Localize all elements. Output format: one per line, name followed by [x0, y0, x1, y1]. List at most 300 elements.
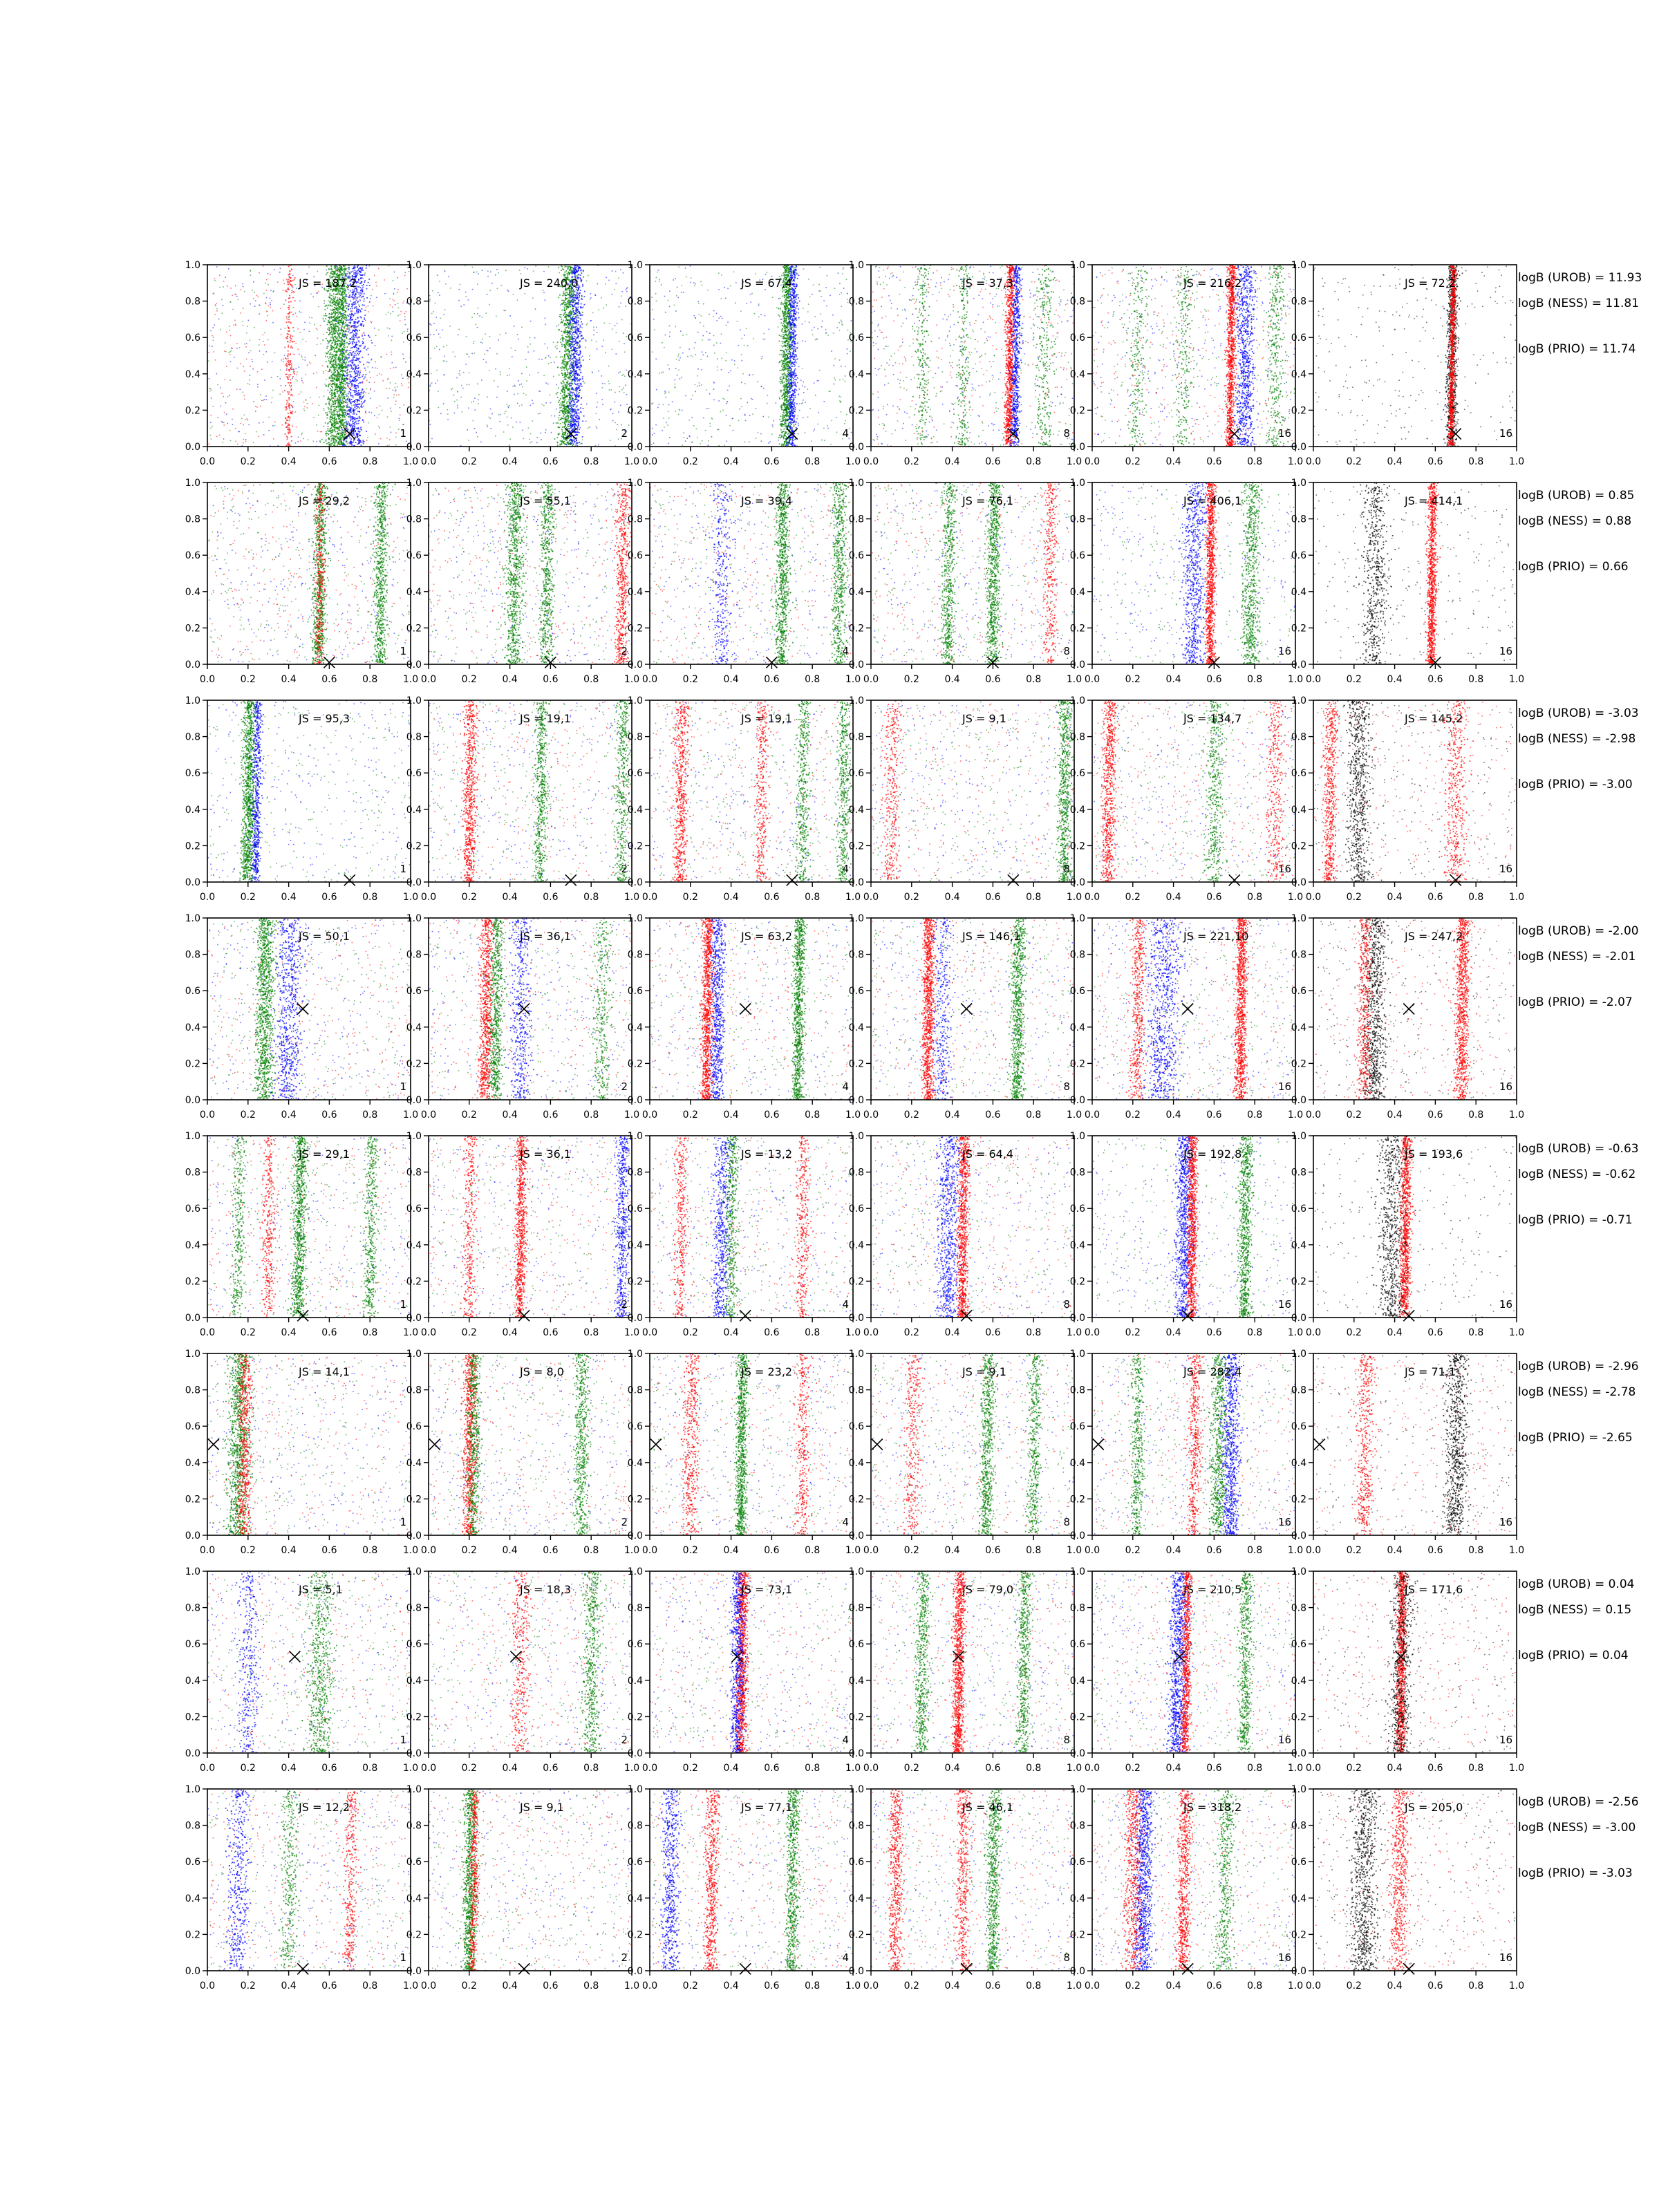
- scatter-point: [357, 297, 358, 298]
- scatter-point: [243, 286, 244, 288]
- scatter-point: [332, 320, 333, 321]
- scatter-point: [616, 283, 617, 285]
- scatter-point: [350, 407, 351, 409]
- scatter-point: [350, 347, 352, 348]
- scatter-point: [332, 298, 334, 299]
- scatter-point: [299, 366, 300, 368]
- scatter-point: [565, 388, 567, 389]
- scatter-point: [562, 339, 563, 341]
- scatter-point: [601, 387, 603, 388]
- scatter-point: [332, 324, 334, 325]
- scatter-point: [348, 406, 350, 408]
- scatter-point: [511, 418, 512, 419]
- scatter-point: [615, 402, 616, 403]
- scatter-point: [215, 314, 216, 315]
- scatter-point: [397, 386, 398, 388]
- scatter-point: [478, 394, 480, 395]
- scatter-point: [517, 299, 518, 301]
- scatter-point: [439, 281, 440, 282]
- scatter-point: [317, 344, 318, 345]
- scatter-point: [339, 418, 340, 420]
- scatter-point: [562, 402, 563, 404]
- scatter-point: [617, 323, 618, 324]
- scatter-point: [325, 413, 326, 414]
- scatter-point: [268, 273, 269, 274]
- scatter-point: [341, 367, 342, 368]
- scatter-point: [230, 361, 232, 362]
- scatter-point: [586, 281, 588, 282]
- scatter-point: [341, 362, 342, 364]
- scatter-point: [584, 382, 585, 384]
- scatter-point: [477, 436, 478, 438]
- scatter-point: [599, 419, 600, 420]
- scatter-point: [336, 320, 337, 321]
- scatter-point: [572, 324, 574, 325]
- scatter-point: [539, 413, 541, 414]
- scatter-point: [307, 364, 308, 366]
- scatter-point: [565, 270, 567, 272]
- scatter-point: [341, 355, 342, 356]
- scatter-point: [404, 331, 405, 332]
- scatter-point: [225, 276, 226, 278]
- scatter-point: [287, 429, 288, 430]
- scatter-point: [348, 305, 349, 306]
- scatter-point: [340, 401, 341, 402]
- scatter-point: [516, 422, 518, 423]
- scatter-point: [340, 351, 341, 353]
- scatter-point: [432, 290, 433, 292]
- scatter-point: [354, 390, 355, 391]
- scatter-point: [292, 341, 293, 342]
- scatter-point: [294, 341, 295, 342]
- scatter-point: [524, 268, 525, 269]
- scatter-point: [347, 369, 348, 371]
- scatter-point: [342, 298, 344, 299]
- scatter-point: [334, 422, 335, 423]
- scatter-point: [286, 374, 288, 375]
- scatter-point: [397, 292, 399, 293]
- scatter-point: [615, 271, 617, 272]
- scatter-point: [343, 373, 344, 375]
- scatter-point: [565, 274, 566, 276]
- scatter-point: [620, 303, 621, 304]
- scatter-point: [337, 391, 338, 393]
- scatter-point: [324, 315, 326, 317]
- scatter-point: [217, 384, 218, 386]
- scatter-point: [337, 312, 339, 314]
- scatter-point: [359, 372, 361, 373]
- scatter-point: [329, 371, 330, 372]
- scatter-point: [331, 343, 332, 344]
- scatter-point: [566, 369, 568, 371]
- scatter-point: [360, 406, 362, 408]
- scatter-point: [490, 272, 491, 273]
- scatter-point: [366, 380, 368, 382]
- scatter-point: [286, 436, 288, 438]
- scatter-point: [495, 435, 496, 437]
- scatter-point: [561, 346, 563, 347]
- scatter-point: [565, 328, 566, 330]
- scatter-point: [567, 330, 568, 332]
- scatter-point: [539, 391, 541, 393]
- scatter-point: [565, 415, 567, 417]
- scatter-point: [340, 420, 341, 422]
- scatter-point: [291, 365, 292, 366]
- scatter-point: [330, 298, 332, 299]
- scatter-point: [377, 375, 378, 376]
- scatter-point: [406, 331, 408, 332]
- scatter-point: [337, 423, 339, 424]
- scatter-point: [334, 299, 335, 300]
- scatter-point: [329, 418, 330, 420]
- scatter-point: [391, 340, 393, 341]
- scatter-point: [280, 378, 281, 379]
- scatter-point: [566, 402, 568, 404]
- scatter-point: [561, 429, 563, 430]
- scatter-point: [297, 380, 298, 382]
- scatter-point: [347, 399, 348, 400]
- scatter-point: [291, 292, 292, 293]
- scatter-point: [341, 321, 342, 323]
- scatter-point: [361, 404, 362, 406]
- scatter-point: [589, 427, 590, 428]
- scatter-point: [358, 326, 359, 327]
- scatter-point: [330, 394, 332, 395]
- scatter-point: [562, 388, 563, 390]
- scatter-point: [340, 387, 341, 388]
- scatter-point: [481, 379, 482, 381]
- scatter-point: [562, 375, 563, 376]
- scatter-point: [335, 290, 336, 291]
- scatter-point: [332, 401, 333, 402]
- scatter-point: [359, 400, 360, 402]
- scatter-point: [346, 411, 348, 412]
- scatter-point: [292, 290, 293, 291]
- scatter-point: [280, 268, 281, 269]
- scatter-point: [343, 322, 344, 324]
- scatter-point: [341, 391, 342, 393]
- scatter-point: [288, 444, 289, 446]
- scatter-point: [362, 274, 363, 276]
- scatter-point: [259, 339, 261, 341]
- scatter-point: [343, 381, 344, 382]
- scatter-point: [356, 299, 357, 301]
- scatter-point: [349, 401, 350, 402]
- scatter-point: [328, 384, 330, 386]
- scatter-point: [339, 343, 341, 344]
- scatter-point: [565, 417, 566, 418]
- scatter-point: [288, 301, 290, 303]
- scatter-point: [290, 367, 292, 368]
- scatter-point: [216, 436, 218, 438]
- scatter-point: [563, 394, 565, 395]
- scatter-point: [327, 308, 328, 309]
- scatter-point: [535, 308, 536, 310]
- scatter-point: [328, 334, 330, 335]
- y-tick-label: 0.0: [185, 442, 200, 453]
- scatter-point: [328, 351, 329, 353]
- scatter-point: [297, 372, 298, 373]
- scatter-point: [564, 310, 565, 311]
- scatter-point: [330, 419, 332, 420]
- scatter-point: [560, 367, 561, 368]
- scatter-point: [392, 306, 393, 308]
- scatter-point: [290, 322, 292, 324]
- scatter-point: [288, 345, 289, 346]
- scatter-point: [356, 330, 357, 331]
- scatter-point: [500, 371, 501, 373]
- scatter-point: [431, 373, 432, 375]
- scatter-point: [591, 339, 592, 341]
- scatter-point: [407, 329, 409, 330]
- scatter-point: [257, 384, 259, 385]
- scatter-point: [359, 292, 360, 293]
- scatter-point: [216, 373, 218, 375]
- scatter-point: [357, 406, 359, 408]
- scatter-point: [562, 431, 563, 432]
- scatter-point: [471, 402, 472, 403]
- scatter-point: [309, 323, 310, 324]
- scatter-point: [612, 349, 613, 350]
- scatter-point: [266, 320, 268, 321]
- scatter-point: [338, 386, 339, 388]
- scatter-point: [618, 373, 619, 374]
- scatter-point: [371, 342, 373, 344]
- scatter-point: [245, 441, 247, 442]
- scatter-point: [288, 317, 290, 319]
- scatter-point: [332, 354, 334, 355]
- scatter-point: [626, 291, 628, 292]
- scatter-point: [368, 411, 370, 413]
- scatter-point: [330, 295, 331, 297]
- scatter-point: [352, 297, 353, 298]
- scatter-point: [350, 310, 352, 312]
- scatter-point: [353, 334, 355, 335]
- scatter-point: [336, 365, 337, 366]
- scatter-point: [395, 304, 396, 306]
- scatter-point: [553, 376, 554, 377]
- scatter-point: [458, 300, 460, 301]
- x-tick-label: 0.2: [241, 456, 256, 467]
- scatter-point: [286, 370, 288, 371]
- scatter-point: [525, 293, 526, 294]
- scatter-point: [386, 354, 388, 355]
- scatter-point: [588, 275, 589, 276]
- scatter-point: [332, 381, 334, 382]
- scatter-point: [298, 349, 299, 350]
- scatter-point: [333, 438, 335, 440]
- scatter-point: [504, 413, 505, 414]
- scatter-point: [343, 310, 344, 311]
- scatter-point: [353, 360, 355, 362]
- scatter-point: [565, 351, 567, 353]
- scatter-point: [508, 407, 509, 409]
- scatter-point: [597, 332, 598, 333]
- scatter-point: [355, 387, 357, 388]
- scatter-point: [226, 413, 227, 415]
- scatter-point: [352, 352, 353, 353]
- scatter-point: [329, 341, 330, 342]
- scatter-point: [291, 394, 292, 395]
- scatter-point: [326, 290, 328, 291]
- scatter-point: [339, 291, 341, 292]
- scatter-point: [331, 389, 332, 391]
- scatter-point: [245, 439, 247, 440]
- scatter-point: [288, 265, 290, 267]
- scatter-point: [341, 314, 342, 315]
- scatter-point: [548, 266, 550, 268]
- scatter-point: [339, 333, 341, 335]
- scatter-point: [332, 425, 333, 427]
- scatter-point: [330, 436, 332, 438]
- scatter-point: [339, 350, 341, 352]
- scatter-point: [323, 373, 324, 374]
- scatter-point: [355, 272, 357, 274]
- scatter-point: [301, 434, 302, 435]
- scatter-point: [263, 422, 264, 423]
- scatter-point: [393, 394, 395, 395]
- scatter-point: [357, 339, 358, 340]
- scatter-point: [581, 357, 582, 358]
- scatter-point: [346, 422, 348, 424]
- scatter-point: [580, 427, 581, 429]
- scatter-point: [289, 305, 290, 306]
- scatter-point: [387, 397, 388, 399]
- scatter-point: [563, 377, 565, 378]
- y-tick-label: 0.6: [185, 332, 200, 344]
- scatter-point: [337, 375, 338, 377]
- scatter-point: [334, 368, 335, 370]
- scatter-point: [287, 319, 288, 320]
- scatter-point: [495, 274, 496, 276]
- scatter-point: [334, 301, 335, 303]
- scatter-point: [337, 270, 338, 271]
- scatter-point: [347, 268, 348, 269]
- scatter-point: [565, 306, 567, 308]
- scatter-point: [359, 407, 360, 409]
- column-label: 1: [400, 427, 406, 440]
- scatter-point: [436, 370, 438, 371]
- scatter-point: [560, 357, 561, 358]
- scatter-point: [570, 332, 571, 333]
- scatter-point: [364, 377, 366, 378]
- scatter-point: [261, 400, 263, 402]
- x-tick-label: 0.4: [281, 456, 296, 467]
- scatter-point: [317, 271, 319, 272]
- scatter-point: [355, 355, 357, 356]
- scatter-point: [319, 397, 320, 398]
- scatter-point: [350, 374, 351, 375]
- scatter-point: [329, 429, 330, 431]
- scatter-point: [243, 442, 244, 444]
- scatter-point: [330, 367, 332, 368]
- scatter-point: [363, 284, 364, 285]
- scatter-point: [339, 374, 340, 375]
- scatter-point: [558, 387, 559, 388]
- scatter-point: [350, 376, 351, 377]
- scatter-point: [265, 395, 267, 397]
- scatter-point: [344, 433, 345, 435]
- scatter-point: [285, 337, 287, 339]
- scatter-point: [307, 407, 308, 409]
- scatter-point: [211, 397, 212, 399]
- scatter-point: [351, 386, 353, 387]
- scatter-point: [612, 413, 614, 415]
- scatter-point: [272, 361, 273, 362]
- scatter-point: [384, 279, 385, 281]
- scatter-point: [328, 398, 329, 400]
- scatter-point: [361, 444, 362, 446]
- scatter-point: [286, 404, 288, 405]
- scatter-point: [339, 429, 340, 430]
- scatter-point: [375, 335, 377, 336]
- scatter-point: [237, 368, 238, 369]
- scatter-point: [318, 291, 319, 292]
- scatter-point: [366, 431, 367, 432]
- scatter-point: [289, 273, 290, 274]
- scatter-point: [565, 330, 566, 332]
- scatter-point: [335, 406, 336, 407]
- scatter-point: [316, 328, 317, 329]
- scatter-point: [336, 346, 337, 348]
- scatter-point: [290, 335, 292, 336]
- scatter-point: [548, 363, 550, 364]
- scatter-point: [291, 338, 292, 339]
- scatter-point: [290, 301, 292, 303]
- scatter-point: [565, 359, 566, 360]
- scatter-point: [344, 384, 345, 385]
- scatter-point: [452, 388, 453, 389]
- scatter-point: [514, 385, 516, 386]
- scatter-point: [557, 397, 559, 398]
- scatter-point: [208, 443, 209, 444]
- scatter-point: [356, 357, 357, 359]
- scatter-point: [268, 284, 269, 285]
- scatter-point: [359, 396, 361, 397]
- scatter-point: [326, 385, 327, 386]
- scatter-point: [335, 270, 337, 271]
- scatter-point: [326, 439, 327, 440]
- scatter-point: [332, 365, 334, 366]
- scatter-point: [348, 315, 350, 317]
- scatter-point: [230, 288, 232, 289]
- scatter-point: [339, 397, 340, 398]
- scatter-point: [447, 413, 449, 415]
- scatter-point: [355, 418, 356, 419]
- scatter-point: [363, 393, 364, 394]
- scatter-point: [351, 362, 353, 364]
- scatter-point: [409, 271, 410, 272]
- scatter-point: [346, 351, 347, 353]
- scatter-point: [271, 300, 272, 301]
- scatter-point: [487, 426, 488, 427]
- scatter-point: [352, 402, 353, 403]
- scatter-point: [341, 294, 342, 295]
- scatter-point: [567, 385, 568, 386]
- scatter-point: [354, 426, 355, 427]
- scatter-point: [290, 270, 291, 272]
- scatter-point: [545, 324, 547, 326]
- scatter-point: [568, 346, 570, 347]
- scatter-point: [232, 309, 234, 310]
- scatter-point: [263, 354, 265, 355]
- scatter-point: [243, 395, 245, 397]
- scatter-point: [348, 393, 349, 395]
- scatter-point: [346, 317, 347, 318]
- scatter-point: [464, 304, 465, 306]
- scatter-point: [402, 302, 404, 303]
- scatter-point: [346, 320, 347, 321]
